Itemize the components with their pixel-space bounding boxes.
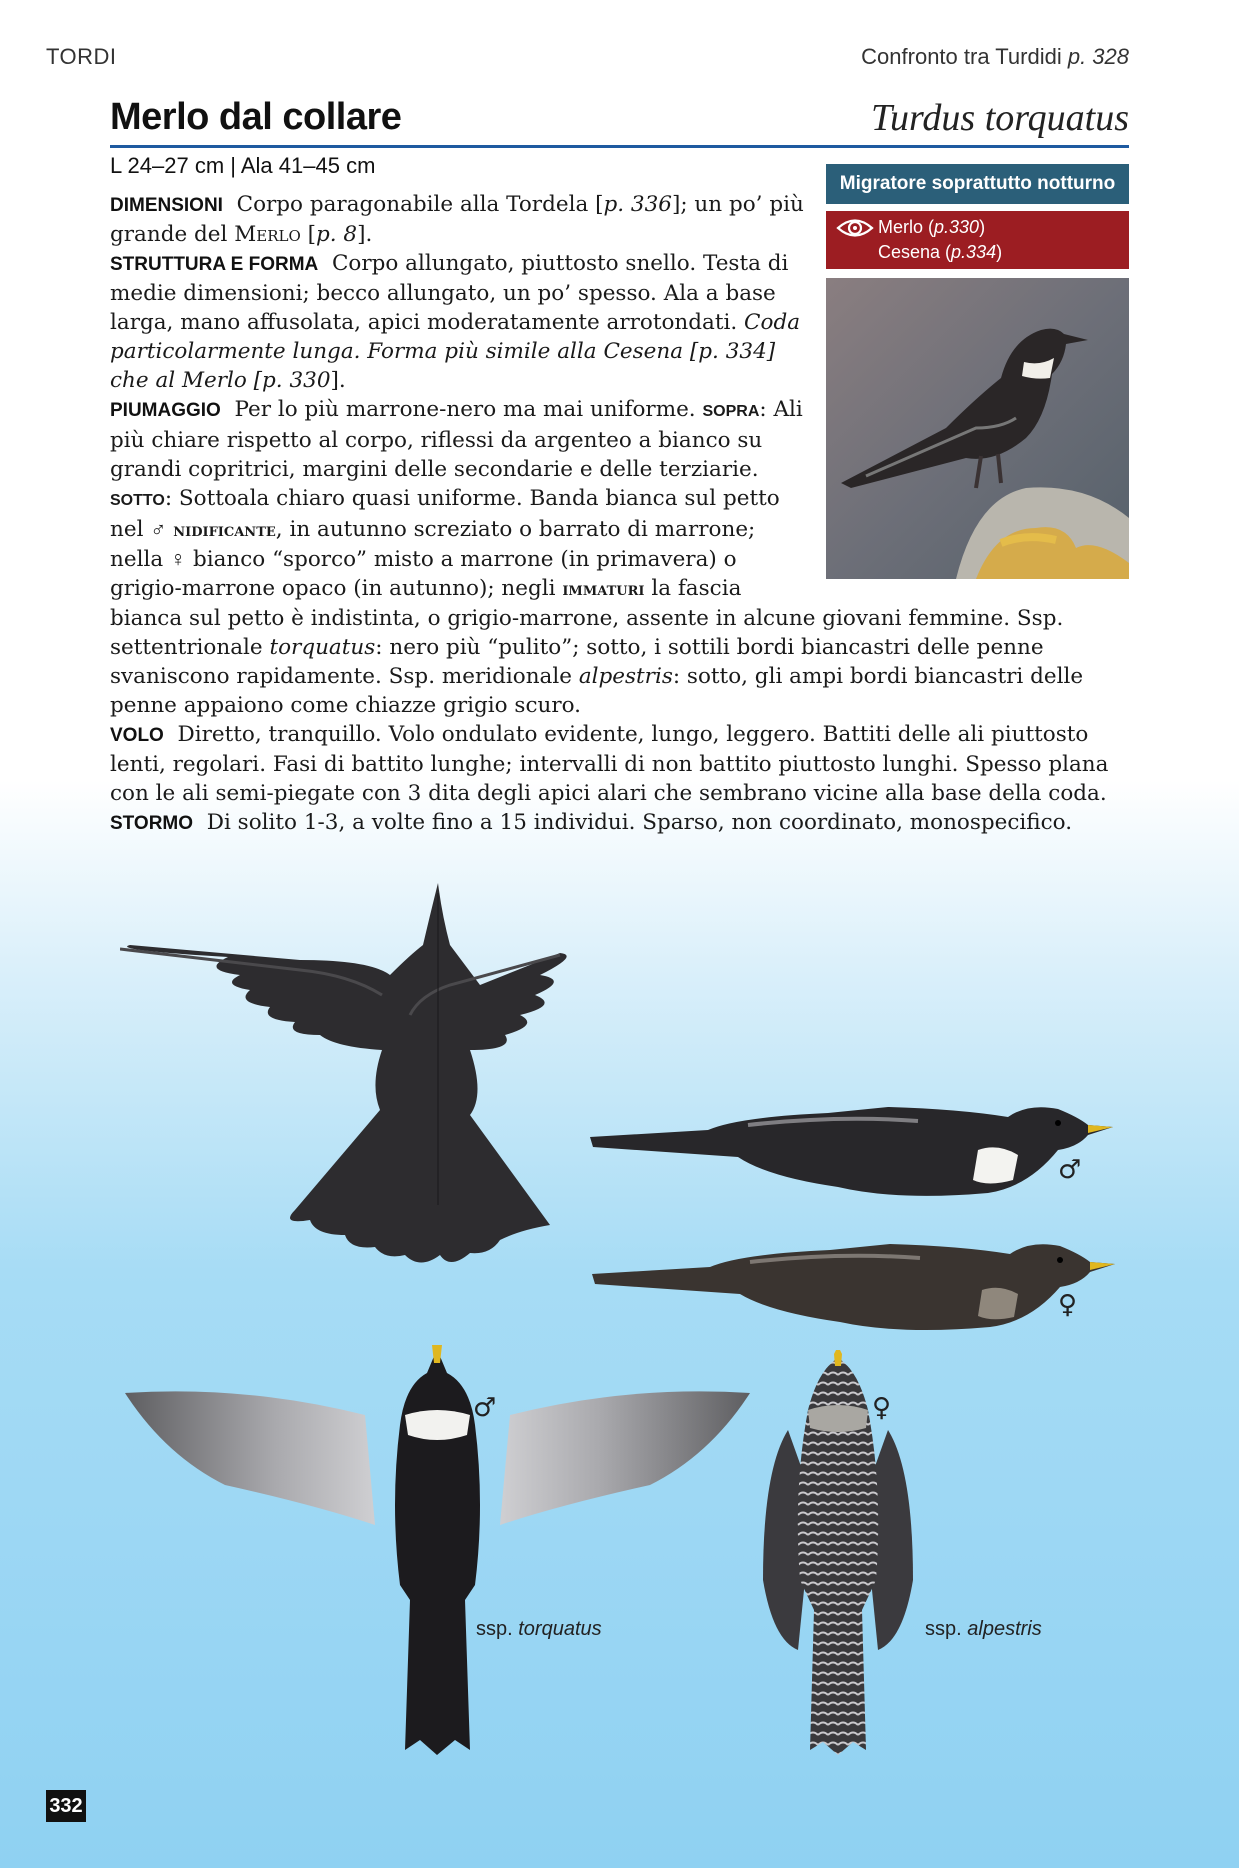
text-wrap-spacer xyxy=(826,164,1129,584)
section-label: TORDI xyxy=(46,44,117,69)
bird-side-female-illustration xyxy=(590,1232,1115,1337)
dim-ref-1: p. 336 xyxy=(603,192,672,217)
str-ref-2: p. 330 xyxy=(262,368,331,393)
ssp-label-torquatus xyxy=(476,1618,602,1641)
piu-text-7: : nero più “pulito”; sotto, i sottili bordi biancastri delle penne svaniscono rapidamente. Ssp. meridionale xyxy=(110,635,1044,689)
cross-ref-page: p. 328 xyxy=(1067,44,1129,69)
measurements: L 24–27 cm | Ala 41–45 cm xyxy=(110,153,376,178)
ssp-prefix-1: ssp. xyxy=(476,1618,519,1640)
dim-merlo: Merlo xyxy=(234,222,301,247)
piu-text-5: bianco “sporco” misto a marrone (in primavera) o grigio-marrone opaco (in autunno); negli xyxy=(110,547,737,601)
dim-text-4: ]. xyxy=(357,222,373,247)
similar-2-name: Cesena xyxy=(878,242,941,262)
species-description xyxy=(110,190,1129,838)
piu-text-3: : Sottoala chiaro quasi uniforme. Banda bianca sul petto nel xyxy=(110,486,780,542)
str-italic-1: Coda particolarmente lunga. Forma più simile alla Cesena [ xyxy=(110,310,801,364)
bird-side-male-illustration xyxy=(588,1095,1113,1205)
bird-underside-male-illustration xyxy=(125,1345,750,1760)
flight-text: Diretto, tranquillo. Volo ondulato evidente, lungo, leggero. Battiti delle ali piuttosto lenti, regolari. Fasi di battito lunghe; intervalli di non battito piuttosto lunghi. Spesso plana con le ali semi-piegate con 3 dita degli apici alari che sembrano vicine alla base della coda. xyxy=(110,722,1109,806)
str-text-1: Corpo allungato, piuttosto snello. Testa di medie dimensioni; becco allungato, un po’ spesso. Ala a base larga, mano affusolata, apici moderatamente arrotondati. xyxy=(110,251,789,335)
similar-species-1: Merlo (p.330) xyxy=(878,217,986,237)
label-sopra: SOPRA xyxy=(702,403,760,420)
ssp-name-2: alpestris xyxy=(967,1618,1042,1640)
male-side-sex-symbol: ♂ xyxy=(1058,1155,1082,1185)
ssp-torquatus: torquatus xyxy=(269,635,376,660)
heading-plumage: PIUMAGGIO xyxy=(110,400,221,421)
similar-1-name: Merlo xyxy=(878,217,924,237)
ssp-name-1: torquatus xyxy=(518,1618,602,1640)
piu-text-6: la fascia bianca sul petto è indistinta, o grigio-marrone, assente in alcune giovani femmine. Ssp. settentrionale xyxy=(110,576,1064,660)
cross-ref-text: Confronto tra Turdidi xyxy=(861,44,1062,69)
species-scientific-name: Turdus torquatus xyxy=(871,97,1129,139)
label-immaturi: immaturi xyxy=(562,578,645,600)
similar-1-page: p.330 xyxy=(934,217,980,237)
str-ref-1: p. 334 xyxy=(698,339,767,364)
label-nidificante: nidificante xyxy=(173,519,276,541)
title-rule xyxy=(110,145,1129,148)
ssp-prefix-2: ssp. xyxy=(925,1618,968,1640)
male-symbol: ♂ xyxy=(150,517,167,541)
under-male-sex-symbol: ♂ xyxy=(473,1393,497,1423)
heading-dimensions: DIMENSIONI xyxy=(110,195,223,216)
ssp-alpestris: alpestris xyxy=(578,664,673,689)
label-sotto: SOTTO xyxy=(110,492,165,509)
similar-2-page: p.334 xyxy=(951,242,997,262)
dim-ref-2: p. 8 xyxy=(316,222,358,247)
migration-badge: Migratore soprattutto notturno xyxy=(826,164,1129,204)
similar-species-2: Cesena (p.334) xyxy=(878,242,1003,262)
flock-text: Di solito 1-3, a volte fino a 15 individui. Sparso, non coordinato, monospecifico. xyxy=(206,810,1073,835)
female-symbol: ♀ xyxy=(169,547,187,571)
paragraph-flight xyxy=(110,720,1129,808)
str-end: ]. xyxy=(330,368,346,393)
piu-text-8: : sotto, gli ampi bordi biancastri delle penne appaiono come chiazze grigio scuro. xyxy=(110,664,1084,718)
page-number: 332 xyxy=(46,1790,86,1822)
piu-text-2: : Ali più chiare rispetto al corpo, riflessi da argenteo a bianco su grandi copritrici, margini delle secondarie e delle terziarie. xyxy=(110,397,803,482)
dim-text-3: [ xyxy=(300,222,316,247)
heading-flock: STORMO xyxy=(110,813,194,834)
bird-upperside-illustration xyxy=(120,875,570,1295)
str-italic-2: ] che al Merlo [ xyxy=(110,339,776,393)
bird-underside-female-illustration xyxy=(758,1350,918,1760)
species-common-name: Merlo dal collare xyxy=(110,96,402,138)
piu-text-1: Per lo più marrone-nero ma mai uniforme. xyxy=(234,397,703,422)
paragraph-flock xyxy=(110,808,1129,838)
under-female-sex-symbol: ♀ xyxy=(872,1393,892,1423)
ssp-label-alpestris xyxy=(925,1618,1042,1641)
dim-text-1: Corpo paragonabile alla Tordela [ xyxy=(236,192,604,217)
heading-flight: VOLO xyxy=(110,725,164,746)
heading-structure: STRUTTURA E FORMA xyxy=(110,254,319,275)
piu-text-4: , in autunno screziato o barrato di marrone; nella xyxy=(110,517,756,572)
female-side-sex-symbol: ♀ xyxy=(1058,1290,1078,1320)
dim-text-2: ]; un po’ più grande del xyxy=(110,192,804,247)
cross-reference xyxy=(861,44,1129,70)
